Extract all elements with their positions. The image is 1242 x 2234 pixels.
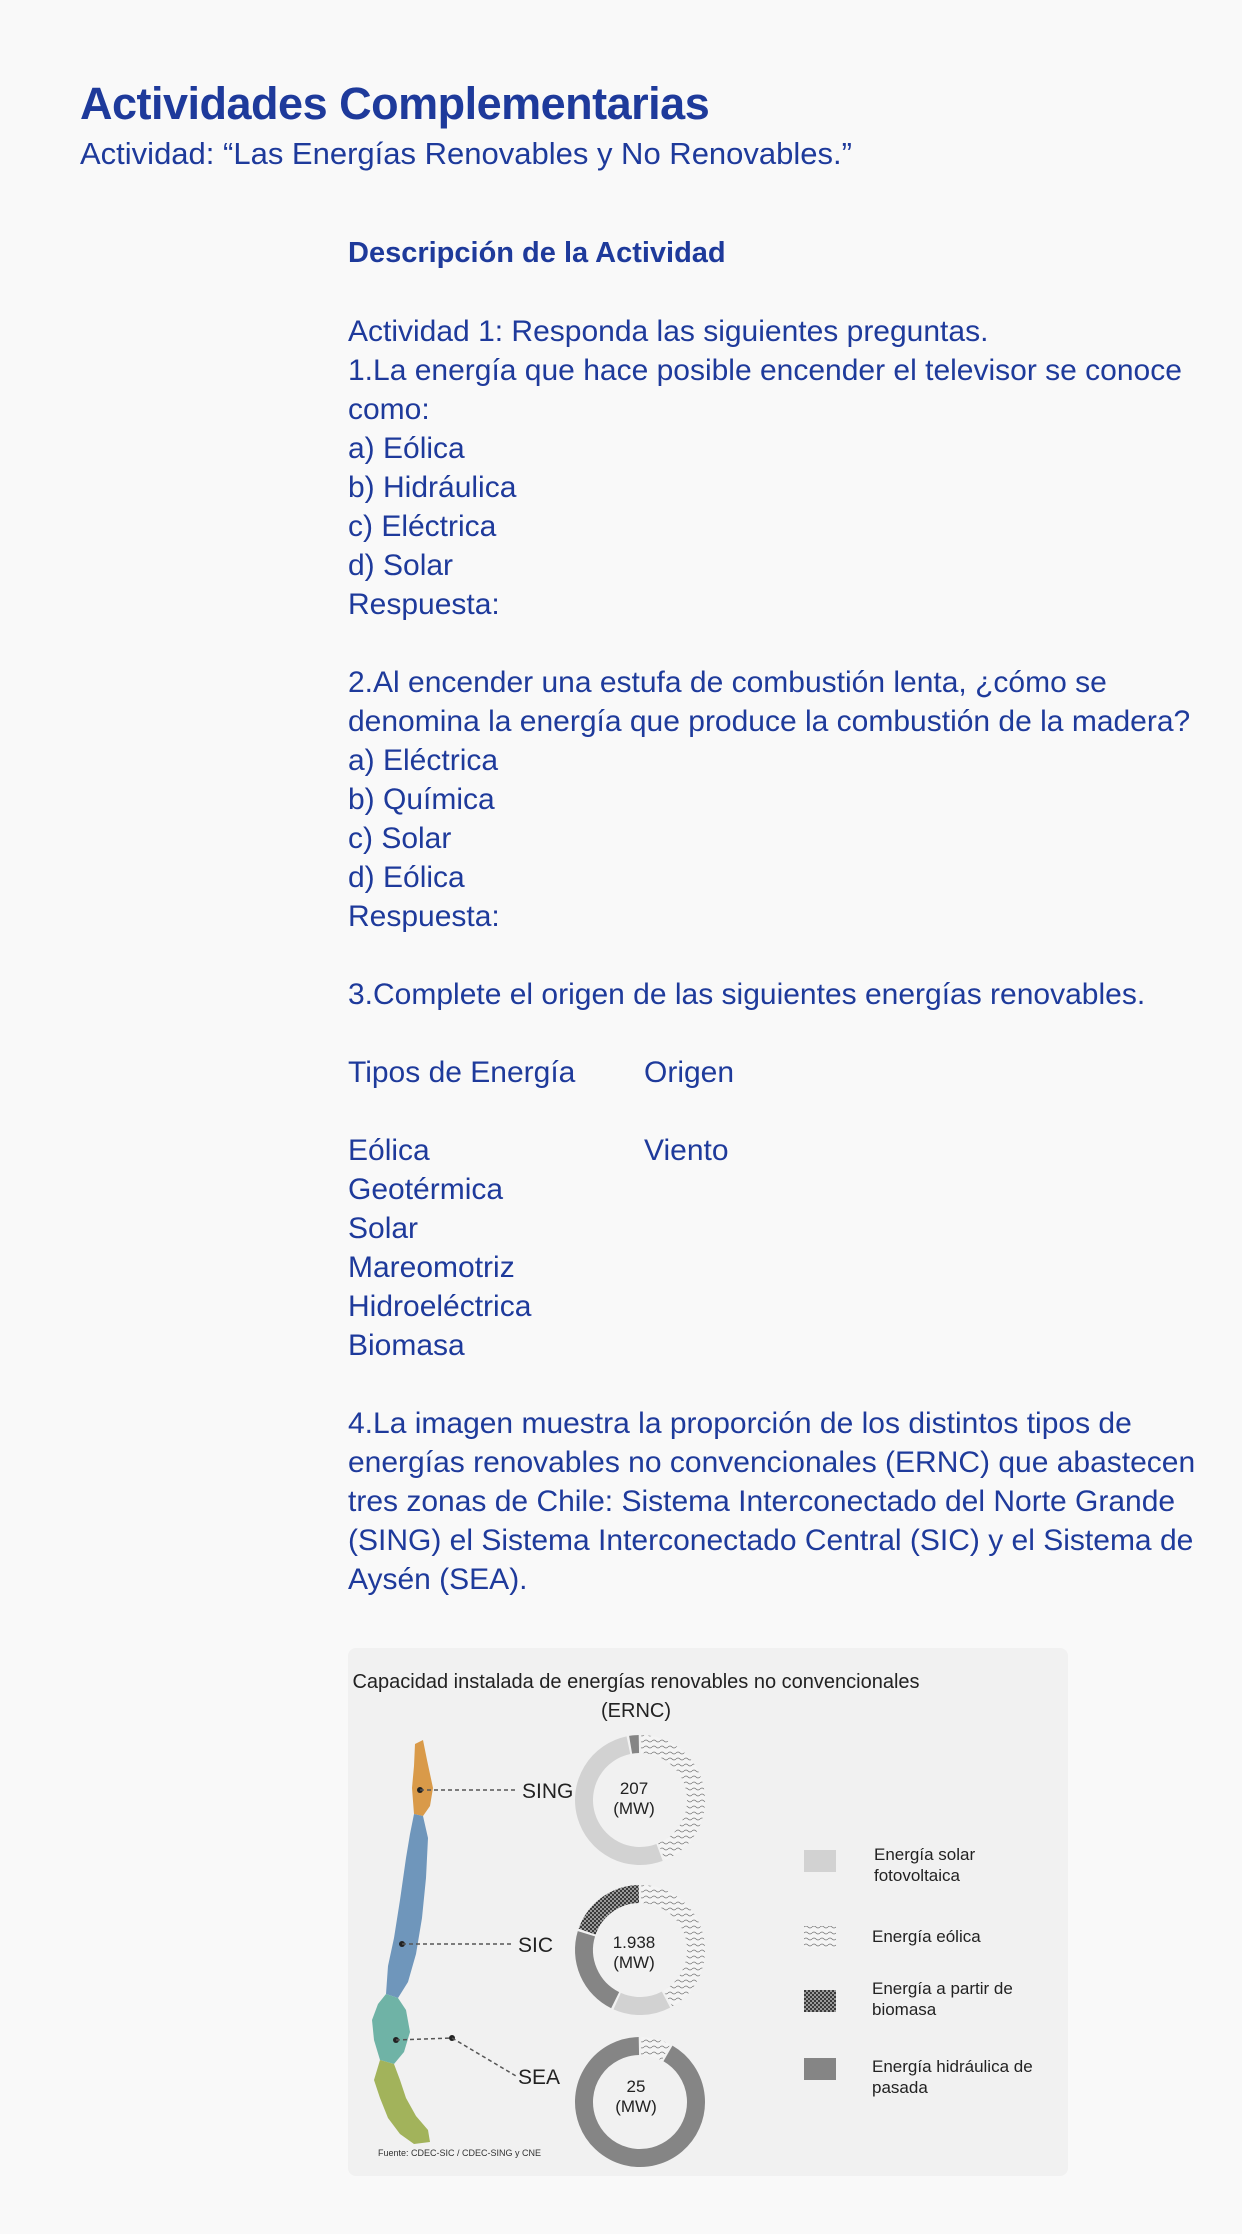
q2-answer-label: Respuesta:	[348, 900, 500, 933]
activity-content	[348, 234, 1208, 1599]
header-energy-type: Tipos de Energía	[348, 1056, 576, 1089]
table-row	[348, 1326, 1208, 1365]
page-subtitle: Actividad: “Las Energías Renovables y No Renovables.”	[80, 136, 852, 171]
sic-unit-label: (MW)	[613, 1953, 655, 1972]
legend-swatch-hydro	[804, 2058, 836, 2080]
series-label-sing: SING	[522, 1780, 574, 1803]
energy-type-cell: Hidroeléctrica	[348, 1290, 532, 1323]
origin-cell	[644, 1326, 944, 1365]
energy-type-cell: Geotérmica	[348, 1173, 504, 1206]
series-label-sic: SIC	[518, 1934, 554, 1957]
origin-cell	[644, 1170, 944, 1209]
sic-total-label: 1.938	[612, 1933, 656, 1952]
chart-title: Capacidad instalada de energías renovables no convencionales (ERNC)	[352, 1671, 920, 1722]
legend-label-solar: Energía solar fotovoltaica	[874, 1845, 976, 1885]
sic-segment-hydro	[584, 1934, 615, 2000]
sea-unit-label: (MW)	[615, 2097, 657, 2116]
legend-swatch-solar	[804, 1850, 836, 1872]
energy-type-cell: Mareomotriz	[348, 1251, 515, 1284]
sea-leader-line-b	[452, 2038, 516, 2076]
origin-cell: Viento	[644, 1134, 729, 1167]
q1-option-b: b) Hidráulica	[348, 471, 517, 504]
energy-type-cell: Biomasa	[348, 1329, 465, 1362]
question-4-text: 4.La imagen muestra la proporción de los distintos tipos de energías renovables no convencionales (ERNC) que abastecen tres zonas de Chile: Sistema Interconectado del Norte Grande (SING) el Sistema Interconectado Central (SIC) y el Sistema de Aysén (SEA).	[348, 1407, 1196, 1596]
table-row	[348, 1170, 1208, 1209]
q1-option-d: d) Solar	[348, 549, 454, 582]
sing-segment-hydro	[631, 1744, 639, 1745]
table-row	[348, 1287, 1208, 1326]
activity-intro: Actividad 1: Responda las siguientes preguntas.	[348, 315, 989, 348]
q2-option-c: c) Solar	[348, 822, 452, 855]
sea-segment-wind	[641, 2046, 666, 2052]
energy-type-cell: Eólica	[348, 1134, 430, 1167]
question-1-text: 1.La energía que hace posible encender el televisor se conoce como:	[348, 354, 1182, 426]
sing-unit-label: (MW)	[613, 1799, 655, 1818]
table-row	[348, 1131, 1208, 1170]
chile-map	[372, 1740, 455, 2144]
sea-total-label: 25	[626, 2077, 646, 2096]
energy-type-cell: Solar	[348, 1212, 419, 1245]
origin-cell	[644, 1209, 944, 1248]
sic-segment-solar	[617, 2000, 666, 2006]
legend-swatch-wind	[804, 1926, 836, 1948]
question-3-text: 3.Complete el origen de las siguientes energías renovables.	[348, 978, 1146, 1011]
table-row	[348, 1248, 1208, 1287]
chart-source: Fuente: CDEC-SIC / CDEC-SING y CNE	[378, 2148, 542, 2158]
page-title: Actividades Complementarias	[80, 78, 710, 129]
sic-segment-biomass	[587, 1894, 639, 1932]
origin-cell	[644, 1248, 944, 1287]
q2-option-a: a) Eléctrica	[348, 744, 499, 777]
section-title: Descripción de la Actividad	[348, 237, 726, 269]
series-label-sea: SEA	[518, 2066, 561, 2089]
sing-segment-wind	[641, 1744, 696, 1852]
sing-total-label: 207	[619, 1779, 649, 1798]
ernc-chart	[348, 1648, 1068, 2176]
q2-option-d: d) Eólica	[348, 861, 465, 894]
legend-label-biomass: Energía a partir de biomasa	[872, 1979, 1013, 2019]
table-row	[348, 1209, 1208, 1248]
question-2-text: 2.Al encender una estufa de combustión lenta, ¿cómo se denomina la energía que produce la combustión de la madera?	[348, 666, 1191, 738]
q2-option-b: b) Química	[348, 783, 495, 816]
q1-answer-label: Respuesta:	[348, 588, 500, 621]
q1-option-c: c) Eléctrica	[348, 510, 497, 543]
origin-cell	[644, 1287, 944, 1326]
energy-table-header	[348, 1053, 1208, 1092]
q1-option-a: a) Eólica	[348, 432, 465, 465]
header-origin: Origen	[644, 1056, 735, 1089]
legend-swatch-biomass	[804, 1990, 836, 2012]
legend-label-wind: Energía eólica	[872, 1927, 981, 1946]
legend-label-hydro: Energía hidráulica de pasada	[872, 2057, 1033, 2097]
